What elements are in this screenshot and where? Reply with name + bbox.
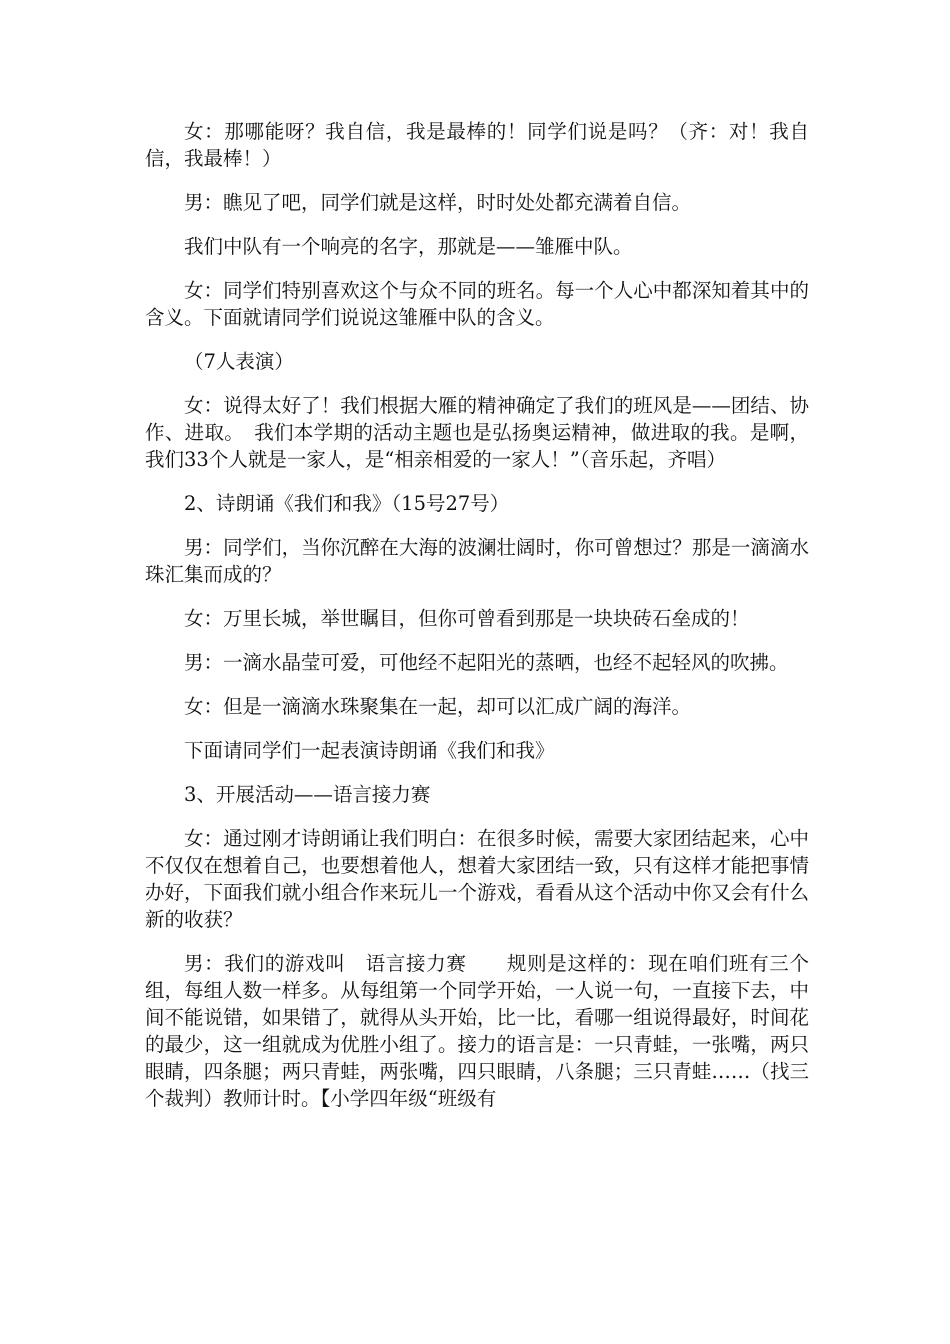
paragraph: （7人表演） xyxy=(184,350,294,373)
section-heading: 2、诗朗诵《我们和我》（15号27号） xyxy=(184,492,510,515)
document-page xyxy=(145,118,809,1112)
paragraph: 男：瞧见了吧，同学们就是这样，时时处处都充满着自信。 xyxy=(184,191,692,214)
paragraph: 女：说得太好了！我们根据大雁的精神确定了我们的班风是——团结、协作、进取。 我们本学期的活动主题也是弘扬奥运精神，做进取的我。是啊，我们33个人就是一家人，是“相亲相爱的一家人！”（音乐起，齐唱） xyxy=(145,394,809,471)
paragraph: 女：那哪能呀？我自信，我是最棒的！同学们说是吗？（齐：对！我自信，我最棒！） xyxy=(145,120,809,170)
paragraph: 男：一滴水晶莹可爱，可他经不起阳光的蒸晒，也经不起轻风的吹拂。 xyxy=(184,651,789,674)
paragraph: 男：同学们，当你沉醉在大海的波澜壮阔时，你可曾想过？那是一滴滴水珠汇集而成的？ xyxy=(145,536,809,586)
paragraph: 我们中队有一个响亮的名字，那就是——雏雁中队。 xyxy=(184,235,633,258)
section-heading: 3、开展活动——语言接力赛 xyxy=(184,783,431,806)
paragraph: 下面请同学们一起表演诗朗诵《我们和我》 xyxy=(184,739,555,762)
paragraph: 女：万里长城，举世瞩目，但你可曾看到那是一块块砖石垒成的！ xyxy=(184,607,750,630)
paragraph: 女：通过刚才诗朗诵让我们明白：在很多时候，需要大家团结起来，心中不仅仅在想着自己，也要想着他人，想着大家团结一致，只有这样才能把事情办好，下面我们就小组合作来玩儿一个游戏，看看从这个活动中你又会有什么新的收获？ xyxy=(145,827,809,931)
paragraph: 女：同学们特别喜欢这个与众不同的班名。每一个人心中都深知着其中的含义。下面就请同学们说说这雏雁中队的含义。 xyxy=(145,279,809,329)
paragraph: 男：我们的游戏叫 语言接力赛 规则是这样的：现在咱们班有三个组，每组人数一样多。从每组第一个同学开始，一人说一句，一直接下去，中间不能说错，如果错了，就得从头开始，比一比，看哪一组说得最好，时间花的最少，这一组就成为优胜小组了。接力的语言是：一只青蛙，一张嘴，两只眼睛，四条腿；两只青蛙，两张嘴，四只眼睛，八条腿；三只青蛙……（找三个裁判）教师计时。【小学四年级“班级有 xyxy=(145,952,809,1110)
paragraph: 女：但是一滴滴水珠聚集在一起，却可以汇成广阔的海洋。 xyxy=(184,695,692,718)
